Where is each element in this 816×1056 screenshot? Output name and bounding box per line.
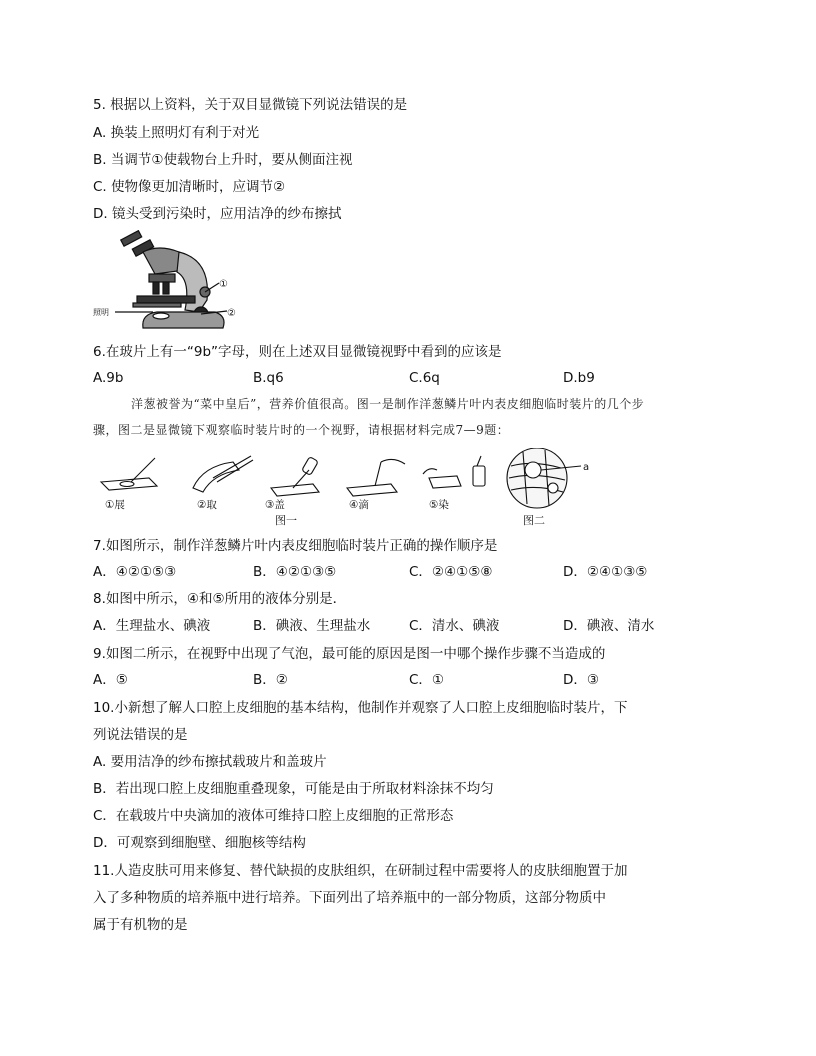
q6-stem: 6.在玻片上有一“9b”字母，则在上述双目显微镜视野中看到的应该是 — [93, 344, 502, 360]
intro-line-2: 骤，图二是显微镜下观察临时装片时的一个视野，请根据材料完成7—9题： — [93, 423, 510, 437]
q5-option-a: A. 换装上照明灯有利于对光 — [93, 125, 260, 141]
q7-option-d: D．②④①③⑤ — [563, 564, 648, 580]
q6-option-b: B.q6 — [253, 370, 284, 386]
q6-option-a: A.9b — [93, 370, 124, 386]
q5-option-c: C. 使物像更加清晰时，应调节② — [93, 179, 286, 195]
q6-option-d: D.b9 — [563, 370, 595, 386]
intro-line-1: 洋葱被誉为“菜中皇后”，营养价值很高。图一是制作洋葱鳞片叶内表皮细胞临时装片的几个步 — [131, 397, 645, 411]
q10-option-a: A. 要用洁净的纱布擦拭载玻片和盖玻片 — [93, 754, 327, 770]
q5-stem: 5. 根据以上资料，关于双目显微镜下列说法错误的是 — [93, 97, 408, 113]
q11-stem-line-3: 属于有机物的是 — [93, 917, 188, 933]
q11-stem-line-1: 11.人造皮肤可用来修复、替代缺损的皮肤组织，在研制过程中需要将人的皮肤细胞置于加 — [93, 863, 628, 879]
label-light: 照明 — [93, 308, 109, 317]
q9-option-b: B．② — [253, 672, 288, 688]
q7-option-a: A．④②①⑤③ — [93, 564, 177, 580]
procedure-figures — [93, 448, 613, 528]
q7-option-c: C．②④①⑤⑧ — [409, 564, 493, 580]
q8-option-c: C．清水、碘液 — [409, 618, 500, 634]
q8-options — [93, 617, 693, 635]
step-2-label: ②取 — [197, 499, 217, 511]
q7-options — [93, 563, 693, 581]
q6-options — [93, 369, 693, 387]
step-1-label: ①展 — [105, 499, 125, 511]
figure-1-caption: 图一 — [275, 514, 297, 527]
q8-option-a: A．生理盐水、碘液 — [93, 618, 211, 634]
label-circle-2: ② — [227, 308, 236, 319]
q9-options — [93, 671, 693, 689]
q10-stem-line-2: 列说法错误的是 — [93, 727, 188, 743]
q11-stem-line-2: 入了多种物质的培养瓶中进行培养。下面列出了培养瓶中的一部分物质，这部分物质中 — [93, 890, 606, 906]
step-4-label: ④滴 — [349, 499, 369, 511]
q6-option-c: C.6q — [409, 370, 440, 386]
microscope-figure — [93, 230, 253, 332]
q9-stem: 9.如图二所示，在视野中出现了气泡，最可能的原因是图一中哪个操作步骤不当造成的 — [93, 646, 606, 662]
q10-option-b: B．若出现口腔上皮细胞重叠现象，可能是由于所取材料涂抹不均匀 — [93, 781, 494, 797]
q5-option-d: D. 镜头受到污染时，应用洁净的纱布擦拭 — [93, 206, 342, 222]
q9-option-d: D．③ — [563, 672, 599, 688]
q9-option-a: A．⑤ — [93, 672, 128, 688]
q10-stem-line-1: 10.小新想了解人口腔上皮细胞的基本结构，他制作并观察了人口腔上皮细胞临时装片，下 — [93, 700, 628, 716]
step-3-label: ③盖 — [265, 499, 285, 511]
q7-stem: 7.如图所示，制作洋葱鳞片叶内表皮细胞临时装片正确的操作顺序是 — [93, 538, 498, 554]
q5-option-b: B. 当调节①使载物台上升时，要从侧面注视 — [93, 152, 353, 168]
q10-option-d: D．可观察到细胞壁、细胞核等结构 — [93, 835, 306, 851]
q7-option-b: B．④②①③⑤ — [253, 564, 337, 580]
figure-2-caption: 图二 — [523, 514, 545, 527]
label-a: a — [583, 462, 590, 473]
label-circle-1: ① — [219, 279, 228, 290]
q9-option-c: C．① — [409, 672, 445, 688]
q10-option-c: C．在载玻片中央滴加的液体可维持口腔上皮细胞的正常形态 — [93, 808, 454, 824]
q8-option-d: D．碘液、清水 — [563, 618, 655, 634]
q8-option-b: B．碘液、生理盐水 — [253, 618, 371, 634]
q8-stem: 8.如图中所示，④和⑤所用的液体分别是． — [93, 591, 347, 607]
step-5-label: ⑤染 — [429, 499, 449, 511]
